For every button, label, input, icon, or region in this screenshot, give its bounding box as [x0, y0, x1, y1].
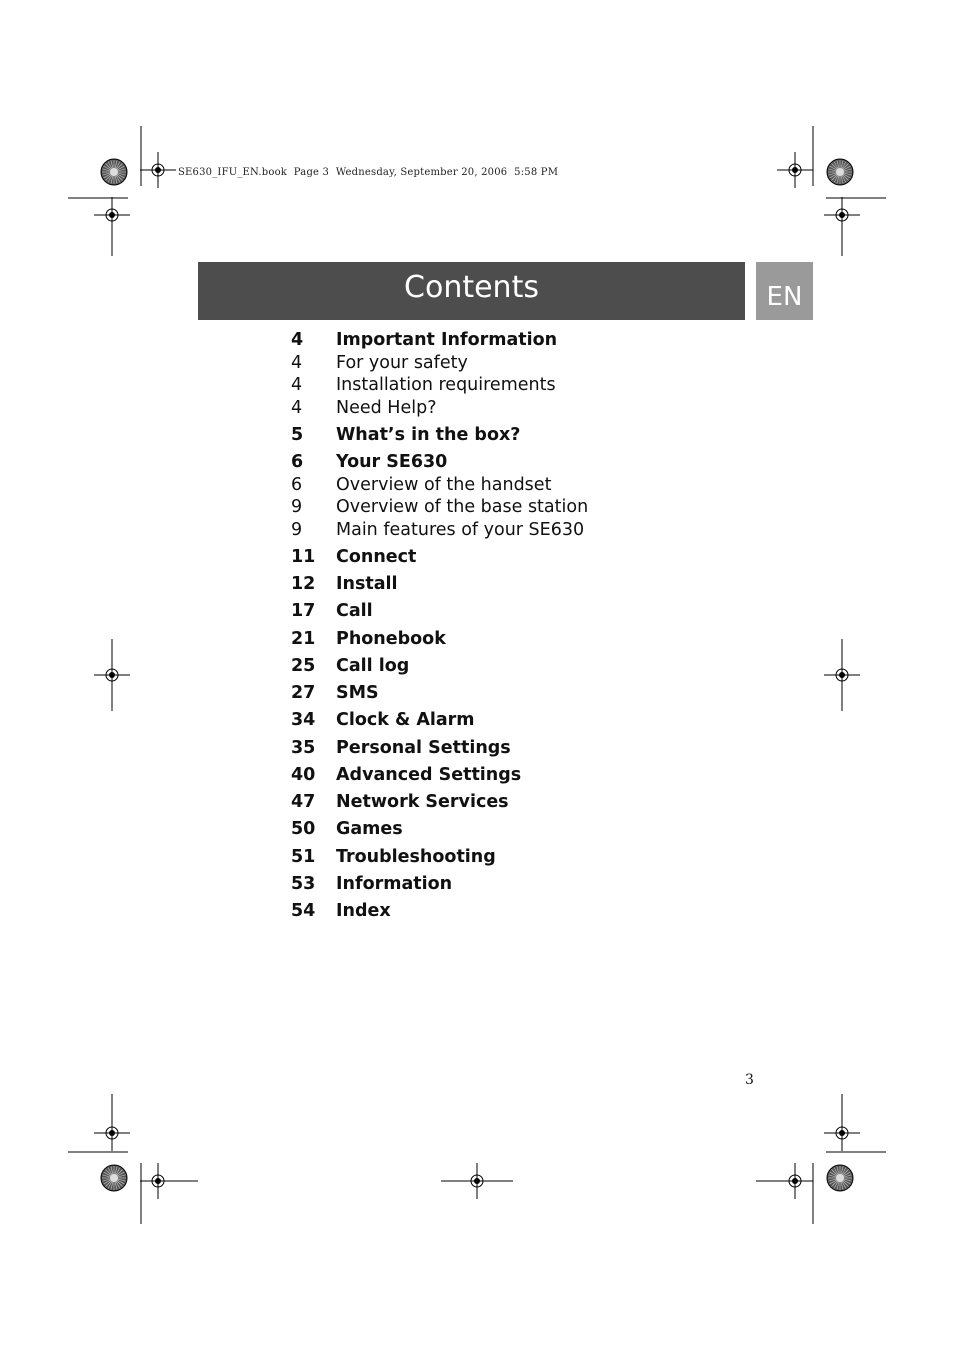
registration-mark-icon: [824, 197, 860, 233]
toc-title: SMS: [336, 683, 379, 703]
toc-page-number: 50: [291, 819, 316, 839]
toc-page-number: 51: [291, 847, 316, 867]
toc-page-number: 4: [291, 353, 303, 373]
toc-title: Your SE630: [336, 452, 448, 472]
language-tab: [756, 262, 813, 320]
toc-page-number: 6: [291, 475, 303, 495]
toc-page-number: 9: [291, 497, 303, 517]
toc-title: Personal Settings: [336, 738, 511, 758]
toc-title: Important Information: [336, 330, 558, 350]
toc-page-number: 12: [291, 574, 316, 594]
toc-page-number: 25: [291, 656, 316, 676]
toc-page-number: 5: [291, 425, 304, 445]
toc-page-number: 21: [291, 629, 316, 649]
toc-title: Games: [336, 819, 403, 839]
registration-mark-icon: [777, 1163, 813, 1199]
toc-title: Clock & Alarm: [336, 710, 475, 730]
toc-page-number: 27: [291, 683, 316, 703]
toc-page-number: 17: [291, 601, 316, 621]
toc-page-number: 35: [291, 738, 316, 758]
toc-page-number: 11: [291, 547, 316, 567]
toc-title: Connect: [336, 547, 417, 567]
color-target-icon: [827, 1165, 853, 1191]
toc-title: Overview of the handset: [336, 475, 552, 495]
toc-title: Need Help?: [336, 398, 437, 418]
language-tab-label: EN: [766, 282, 803, 312]
print-header: SE630_IFU_EN.book Page 3 Wednesday, September 20, 2006 5:58 PM: [178, 167, 559, 178]
page-title: Contents: [404, 270, 539, 305]
toc-title: Phonebook: [336, 629, 446, 649]
title-bar: [198, 262, 745, 320]
toc-page-number: 53: [291, 874, 316, 894]
toc-page-number: 6: [291, 452, 304, 472]
registration-mark-icon: [441, 1163, 513, 1199]
toc-title: Install: [336, 574, 398, 594]
toc-title: Overview of the base station: [336, 497, 589, 517]
toc-page-number: 34: [291, 710, 316, 730]
registration-mark-icon: [140, 1163, 176, 1199]
toc-page-number: 4: [291, 375, 303, 395]
color-target-icon: [101, 159, 127, 185]
color-target-icon: [827, 159, 853, 185]
toc-page-number: 54: [291, 901, 316, 921]
toc-page-number: 4: [291, 398, 303, 418]
registration-mark-icon: [94, 639, 130, 711]
page-number: 3: [745, 1072, 754, 1088]
toc-page-number: 47: [291, 792, 316, 812]
toc-title: Main features of your SE630: [336, 520, 585, 540]
registration-mark-icon: [824, 639, 860, 711]
registration-mark-icon: [94, 197, 130, 233]
toc-title: What’s in the box?: [336, 425, 521, 445]
toc-title: Call log: [336, 656, 410, 676]
toc-title: Network Services: [336, 792, 509, 812]
toc-title: Installation requirements: [336, 375, 556, 395]
registration-mark-icon: [824, 1115, 860, 1151]
toc-title: Information: [336, 874, 453, 894]
toc-page-number: 40: [291, 765, 316, 785]
registration-mark-icon: [94, 1115, 130, 1151]
toc-title: Call: [336, 601, 373, 621]
toc-title: Troubleshooting: [336, 847, 496, 867]
registration-mark-icon: [140, 152, 176, 188]
toc-title: Advanced Settings: [336, 765, 522, 785]
toc-title: For your safety: [336, 353, 468, 373]
color-target-icon: [101, 1165, 127, 1191]
registration-mark-icon: [777, 152, 813, 188]
toc-title: Index: [336, 901, 391, 921]
toc-page-number: 4: [291, 330, 304, 350]
toc-page-number: 9: [291, 520, 303, 540]
